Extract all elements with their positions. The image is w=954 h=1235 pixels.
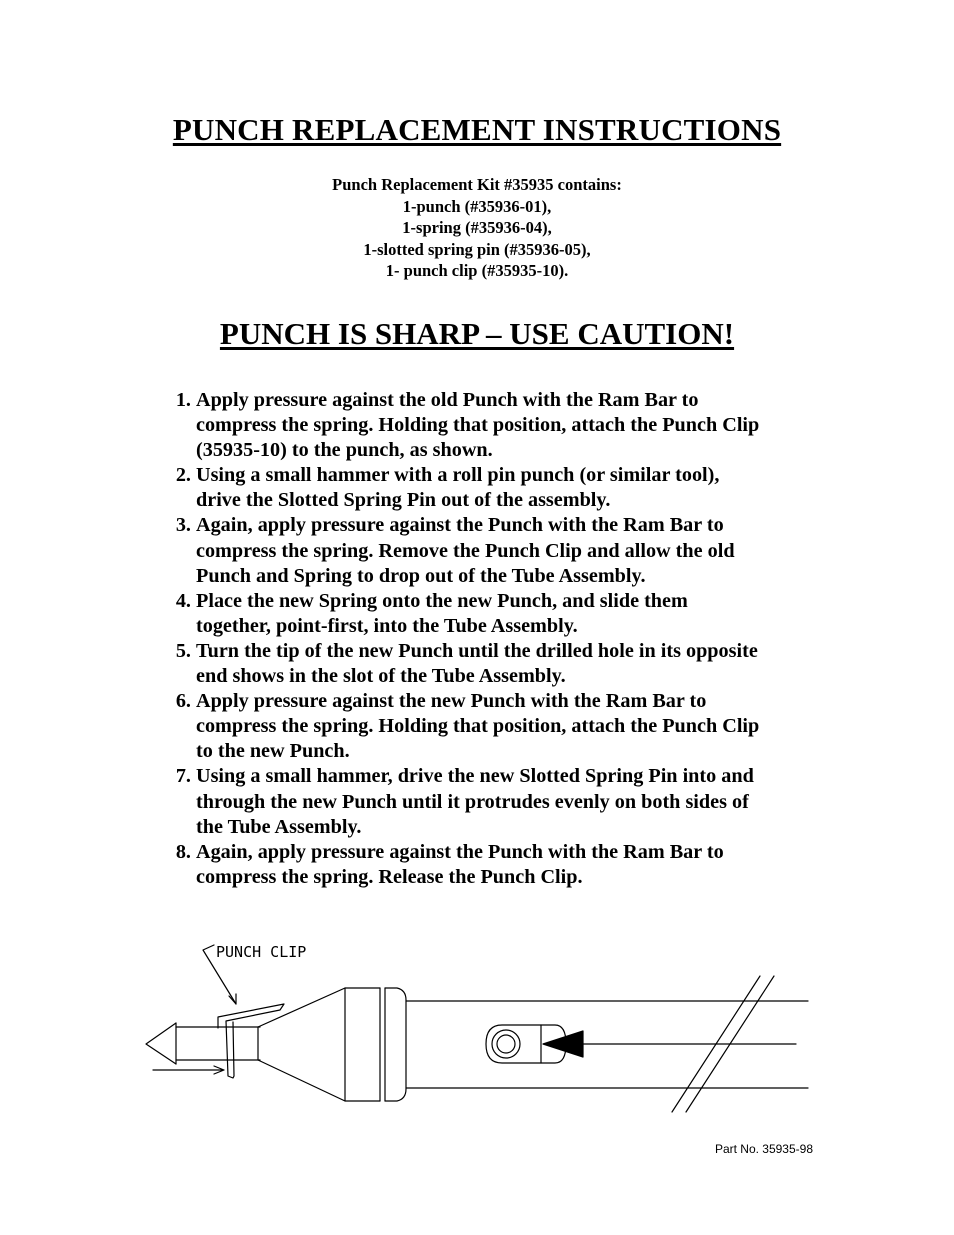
punch-clip-label: PUNCH CLIP <box>216 943 307 961</box>
step-item: 2. Using a small hammer with a roll pin punch (or similar tool), drive the Slotted Spring Pin out of the assembly. <box>196 463 826 513</box>
step-item: 1. Apply pressure against the old Punch with the Ram Bar to compress the spring. Holding that position, attach the Punch Clip (35935-10) to the punch, as shown. <box>196 388 826 463</box>
kit-item: 1-punch (#35936-01), <box>402 196 552 216</box>
caution-heading: PUNCH IS SHARP – USE CAUTION! <box>219 316 735 351</box>
step-item: 4. Place the new Spring onto the new Punch, and slide them together, point-first, into the Tube Assembly. <box>196 589 826 639</box>
kit-item: 1- punch clip (#35935-10). <box>385 261 569 280</box>
tube-collar <box>345 988 380 1101</box>
step-item: 3. Again, apply pressure against the Punch with the Ram Bar to compress the spring. Remove the Punch Clip and allow the old Punch and Spring to drop out of the Tube Assembly. <box>196 513 826 588</box>
part-number: Part No. 35935-98 <box>714 1142 813 1156</box>
step-item: 5. Turn the tip of the new Punch until the drilled hole in its opposite end shows in the slot of the Tube Assembly. <box>196 639 826 689</box>
ram-bar-arrowhead <box>543 1031 583 1057</box>
kit-heading: Punch Replacement Kit #35935 contains: <box>332 175 622 194</box>
drilled-hole <box>492 1030 520 1058</box>
kit-contents <box>0 174 954 282</box>
instruction-steps <box>196 388 826 890</box>
punch-shank <box>176 1027 260 1060</box>
page-title: PUNCH REPLACEMENT INSTRUCTIONS <box>172 112 782 147</box>
punch-clip <box>218 1004 284 1078</box>
punch-point <box>146 1023 176 1064</box>
bottom-pointer-arrow <box>153 1066 224 1074</box>
kit-item: 1-slotted spring pin (#35936-05), <box>363 239 591 259</box>
tube-cone <box>258 988 345 1101</box>
punch-assembly-diagram <box>0 920 954 1130</box>
step-item: 7. Using a small hammer, drive the new Slotted Spring Pin into and through the new Punch until it protrudes evenly on both sides of the Tube Assembly. <box>196 764 826 839</box>
kit-item: 1-spring (#35936-04), <box>402 218 552 237</box>
step-item: 8. Again, apply pressure against the Punch with the Ram Bar to compress the spring. Release the Punch Clip. <box>196 840 826 890</box>
step-item: 6. Apply pressure against the new Punch with the Ram Bar to compress the spring. Holding that position, attach the Punch Clip to the new Punch. <box>196 689 826 764</box>
